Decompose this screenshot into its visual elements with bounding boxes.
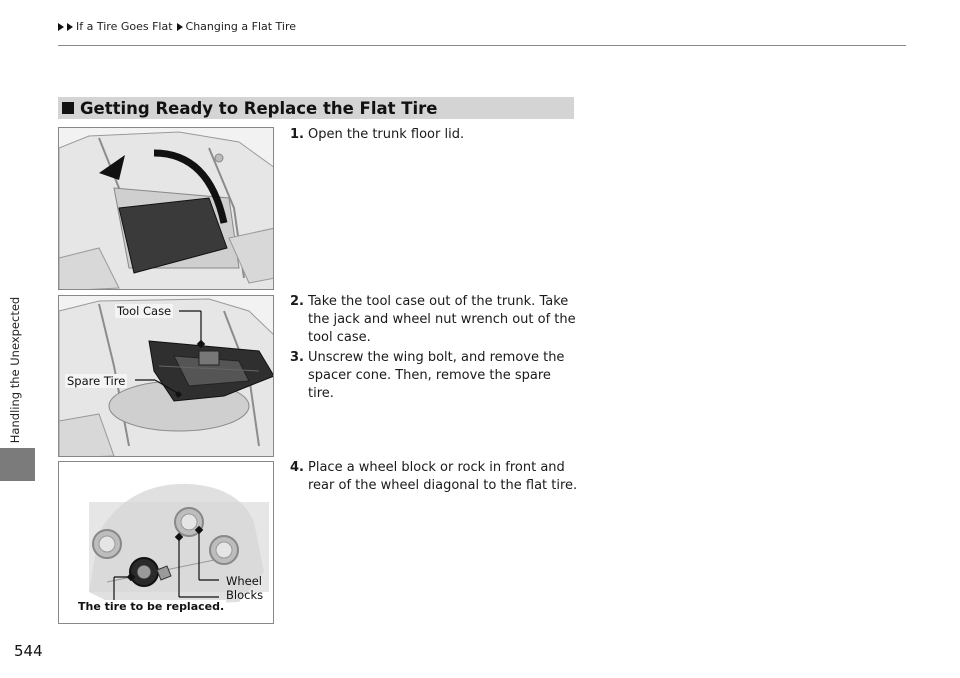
callout-spare-tire: Spare Tire <box>67 374 126 388</box>
step-number: 4. <box>290 460 304 475</box>
callout-wheel-blocks-line1: Wheel <box>226 574 263 588</box>
callout-tool-case: Tool Case <box>117 304 172 318</box>
illustration-open-trunk-floor <box>58 127 274 290</box>
breadcrumb-item[interactable]: If a Tire Goes Flat <box>76 20 173 33</box>
header-rule <box>58 45 906 46</box>
flat-tire-wheel <box>130 558 158 586</box>
callout-tire-to-replace: The tire to be replaced. <box>78 600 225 613</box>
step-1 <box>290 126 580 144</box>
trunk-floor-lid-illustration <box>59 128 274 290</box>
step-3 <box>290 349 580 403</box>
rear-right-wheel <box>210 536 238 564</box>
breadcrumb-item[interactable]: Changing a Flat Tire <box>185 20 297 33</box>
step-4 <box>290 459 580 495</box>
section-heading <box>58 97 574 119</box>
step-text: Open the trunk floor lid. <box>308 127 465 142</box>
callout-wheel-blocks-line2: Blocks <box>226 588 264 602</box>
step-number: 1. <box>290 127 304 142</box>
square-bullet-icon <box>62 102 74 114</box>
chapter-tab-marker <box>0 448 35 481</box>
step-text: Place a wheel block or rock in front and rear of the wheel diagonal to the flat tire. <box>308 460 578 493</box>
breadcrumb-arrow-icon <box>67 23 73 31</box>
step-2 <box>290 293 580 347</box>
step-text: Unscrew the wing bolt, and remove the spacer cone. Then, remove the spare tire. <box>308 350 565 401</box>
breadcrumb <box>58 20 296 33</box>
breadcrumb-arrow-icon <box>177 23 183 31</box>
callout-wheel-blocks <box>224 574 265 602</box>
step-number: 3. <box>290 350 304 365</box>
front-left-wheel <box>93 530 121 558</box>
chapter-tab-label: Handling the Unexpected <box>8 296 22 444</box>
step-text: Take the tool case out of the trunk. Take the jack and wheel nut wrench out of the tool case. <box>308 294 576 345</box>
section-title: Getting Ready to Replace the Flat Tire <box>80 98 438 118</box>
breadcrumb-arrow-icon <box>58 23 64 31</box>
step-number: 2. <box>290 294 304 309</box>
chapter-tab[interactable] <box>4 290 26 450</box>
page-number: 544 <box>14 642 43 660</box>
